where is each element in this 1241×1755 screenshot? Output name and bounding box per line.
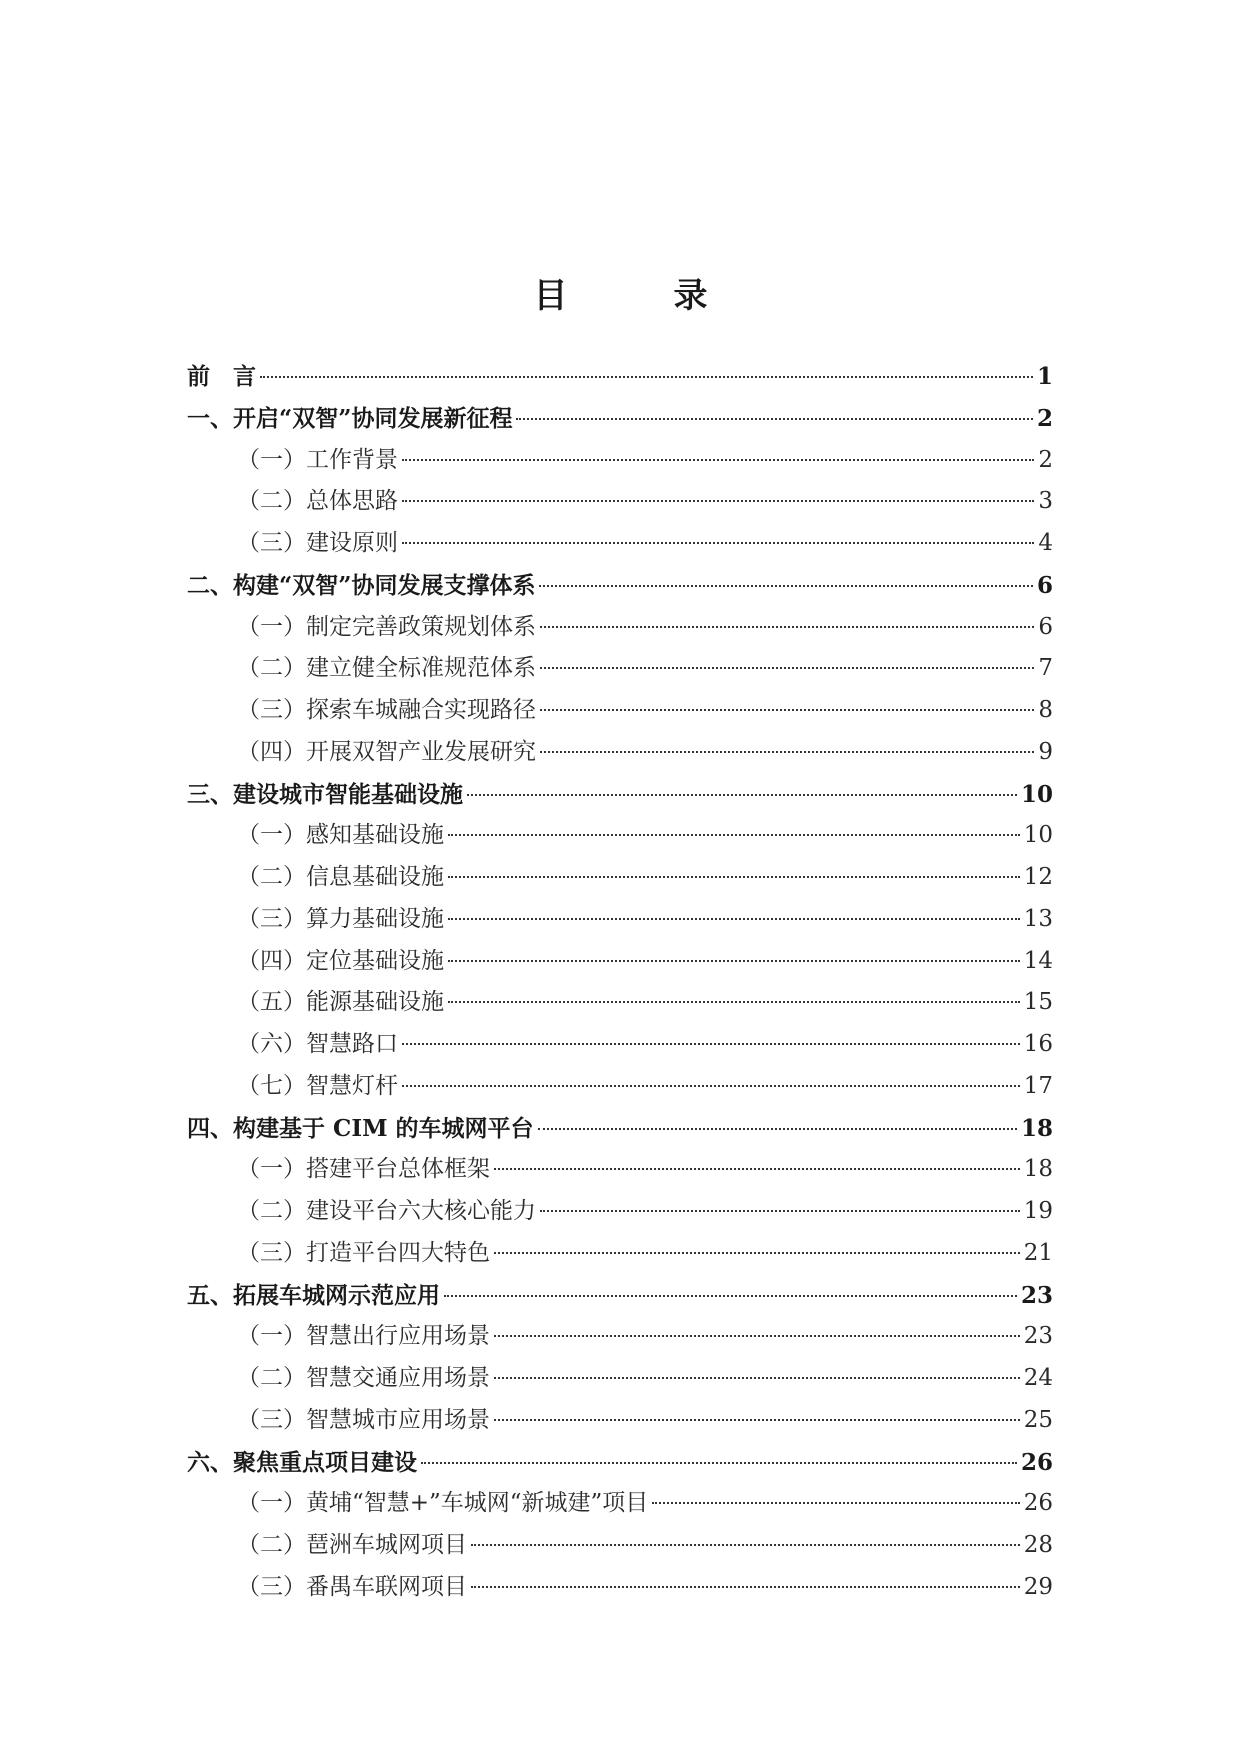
toc-entry-label: （一）智慧出行应用场景 bbox=[237, 1323, 490, 1350]
toc-entry-page-number: 26 bbox=[1020, 1448, 1053, 1476]
toc-dot-leader bbox=[402, 459, 1034, 461]
toc-entry-page-number: 10 bbox=[1020, 780, 1053, 808]
toc-entry-label: 前 言 bbox=[187, 363, 256, 390]
table-of-contents bbox=[187, 356, 1053, 1609]
toc-dot-leader bbox=[471, 1544, 1020, 1546]
toc-entry-page-number: 19 bbox=[1023, 1198, 1053, 1224]
toc-dot-leader bbox=[421, 1462, 1017, 1464]
toc-section-entry[interactable] bbox=[187, 899, 1053, 941]
toc-entry-label: （一）搭建平台总体框架 bbox=[237, 1156, 490, 1183]
toc-dot-leader bbox=[539, 585, 1033, 587]
toc-entry-label: （三）算力基础设施 bbox=[237, 905, 444, 932]
toc-entry-page-number: 1 bbox=[1036, 363, 1053, 390]
page-title: 目 录 bbox=[533, 276, 744, 316]
toc-entry-page-number: 10 bbox=[1023, 822, 1053, 849]
toc-entry-label: （一）感知基础设施 bbox=[237, 822, 444, 849]
toc-entry-page-number: 6 bbox=[1036, 571, 1053, 599]
toc-entry-label: （三）建设原则 bbox=[237, 530, 398, 556]
toc-entry-page-number: 4 bbox=[1038, 530, 1053, 556]
toc-dot-leader bbox=[448, 960, 1020, 962]
toc-dot-leader bbox=[402, 1043, 1020, 1045]
toc-section-entry[interactable] bbox=[187, 982, 1053, 1024]
toc-entry-label: （四）开展双智产业发展研究 bbox=[237, 738, 536, 765]
toc-section-entry[interactable] bbox=[187, 1316, 1053, 1358]
toc-entry-page-number: 23 bbox=[1023, 1323, 1053, 1350]
toc-section-entry[interactable] bbox=[187, 1233, 1053, 1275]
toc-section-entry[interactable] bbox=[187, 690, 1053, 732]
toc-entry-page-number: 24 bbox=[1023, 1365, 1053, 1391]
toc-section-entry[interactable] bbox=[187, 648, 1053, 690]
toc-entry-page-number: 12 bbox=[1023, 864, 1053, 890]
toc-entry-label: （三）探索车城融合实现路径 bbox=[237, 697, 536, 723]
toc-dot-leader bbox=[540, 626, 1034, 628]
toc-entry-page-number: 28 bbox=[1023, 1532, 1053, 1558]
toc-entry-page-number: 2 bbox=[1038, 446, 1053, 473]
toc-entry-page-number: 25 bbox=[1023, 1406, 1053, 1433]
toc-dot-leader bbox=[260, 376, 1033, 378]
toc-entry-label: 四、构建基于 CIM 的车城网平台 bbox=[187, 1114, 534, 1142]
toc-entry-label: （三）打造平台四大特色 bbox=[237, 1239, 490, 1266]
toc-entry-label: （三）番禺车联网项目 bbox=[237, 1573, 467, 1600]
toc-chapter-entry[interactable] bbox=[187, 565, 1053, 607]
toc-entry-page-number: 17 bbox=[1023, 1072, 1053, 1099]
toc-entry-page-number: 23 bbox=[1020, 1281, 1053, 1309]
toc-section-entry[interactable] bbox=[187, 1066, 1053, 1108]
toc-section-entry[interactable] bbox=[187, 1567, 1053, 1609]
toc-entry-page-number: 6 bbox=[1038, 613, 1053, 640]
toc-entry-page-number: 29 bbox=[1023, 1573, 1053, 1600]
toc-dot-leader bbox=[538, 1128, 1017, 1130]
toc-section-entry[interactable] bbox=[187, 440, 1053, 482]
toc-section-entry[interactable] bbox=[187, 1191, 1053, 1233]
toc-entry-label: 二、构建“双智”协同发展支撑体系 bbox=[187, 571, 536, 599]
toc-chapter-entry[interactable] bbox=[187, 398, 1053, 440]
toc-entry-label: （三）智慧城市应用场景 bbox=[237, 1406, 490, 1433]
toc-dot-leader bbox=[402, 542, 1034, 544]
toc-entry-label: （七）智慧灯杆 bbox=[237, 1072, 398, 1099]
toc-entry-label: （六）智慧路口 bbox=[237, 1031, 398, 1057]
toc-dot-leader bbox=[540, 1210, 1020, 1212]
toc-dot-leader bbox=[516, 418, 1033, 420]
toc-chapter-entry[interactable] bbox=[187, 356, 1053, 398]
toc-entry-page-number: 18 bbox=[1020, 1114, 1053, 1142]
toc-section-entry[interactable] bbox=[187, 1358, 1053, 1400]
toc-entry-label: （四）定位基础设施 bbox=[237, 947, 444, 974]
toc-entry-label: 三、建设城市智能基础设施 bbox=[187, 780, 463, 808]
toc-chapter-entry[interactable] bbox=[187, 1108, 1053, 1150]
toc-section-entry[interactable] bbox=[187, 1149, 1053, 1191]
toc-chapter-entry[interactable] bbox=[187, 774, 1053, 816]
toc-dot-leader bbox=[652, 1502, 1019, 1504]
toc-entry-label: 五、拓展车城网示范应用 bbox=[187, 1281, 440, 1309]
toc-section-entry[interactable] bbox=[187, 607, 1053, 649]
toc-chapter-entry[interactable] bbox=[187, 1442, 1053, 1484]
toc-dot-leader bbox=[467, 794, 1017, 796]
toc-entry-label: （二）智慧交通应用场景 bbox=[237, 1365, 490, 1391]
toc-entry-page-number: 26 bbox=[1023, 1490, 1053, 1517]
toc-entry-label: （二）琶洲车城网项目 bbox=[237, 1532, 467, 1558]
toc-entry-page-number: 2 bbox=[1036, 404, 1053, 432]
toc-entry-page-number: 15 bbox=[1023, 989, 1053, 1016]
toc-entry-page-number: 16 bbox=[1023, 1031, 1053, 1057]
toc-entry-label: （一）黄埔“智慧+”车城网“新城建”项目 bbox=[237, 1490, 649, 1517]
toc-dot-leader bbox=[448, 834, 1020, 836]
toc-entry-label: 六、聚焦重点项目建设 bbox=[187, 1448, 417, 1476]
toc-dot-leader bbox=[402, 500, 1034, 502]
toc-entry-page-number: 18 bbox=[1023, 1156, 1053, 1183]
toc-section-entry[interactable] bbox=[187, 732, 1053, 774]
toc-section-entry[interactable] bbox=[187, 481, 1053, 523]
toc-dot-leader bbox=[494, 1168, 1020, 1170]
toc-entry-label: （二）建设平台六大核心能力 bbox=[237, 1198, 536, 1224]
toc-dot-leader bbox=[540, 709, 1034, 711]
toc-entry-label: （一）制定完善政策规划体系 bbox=[237, 613, 536, 640]
toc-entry-page-number: 7 bbox=[1038, 655, 1053, 682]
toc-entry-label: （一）工作背景 bbox=[237, 446, 398, 473]
toc-section-entry[interactable] bbox=[187, 815, 1053, 857]
toc-entry-label: 一、开启“双智”协同发展新征程 bbox=[187, 404, 513, 432]
toc-section-entry[interactable] bbox=[187, 1525, 1053, 1567]
toc-dot-leader bbox=[494, 1335, 1020, 1337]
toc-dot-leader bbox=[402, 1085, 1020, 1087]
toc-dot-leader bbox=[448, 918, 1020, 920]
toc-entry-page-number: 3 bbox=[1038, 488, 1053, 515]
toc-entry-label: （二）总体思路 bbox=[237, 488, 398, 515]
toc-entry-page-number: 9 bbox=[1038, 738, 1053, 765]
toc-entry-page-number: 21 bbox=[1023, 1239, 1053, 1266]
toc-dot-leader bbox=[448, 876, 1020, 878]
toc-dot-leader bbox=[540, 751, 1034, 753]
toc-chapter-entry[interactable] bbox=[187, 1275, 1053, 1317]
toc-dot-leader bbox=[448, 1001, 1020, 1003]
toc-entry-page-number: 8 bbox=[1038, 697, 1053, 723]
toc-dot-leader bbox=[471, 1586, 1020, 1588]
toc-section-entry[interactable] bbox=[187, 1483, 1053, 1525]
toc-dot-leader bbox=[494, 1419, 1020, 1421]
toc-section-entry[interactable] bbox=[187, 857, 1053, 899]
toc-entry-label: （二）信息基础设施 bbox=[237, 864, 444, 890]
toc-entry-page-number: 14 bbox=[1023, 947, 1053, 974]
toc-dot-leader bbox=[494, 1252, 1020, 1254]
toc-section-entry[interactable] bbox=[187, 1024, 1053, 1066]
toc-section-entry[interactable] bbox=[187, 1400, 1053, 1442]
toc-entry-label: （二）建立健全标准规范体系 bbox=[237, 655, 536, 682]
toc-entry-page-number: 13 bbox=[1023, 905, 1053, 932]
toc-section-entry[interactable] bbox=[187, 941, 1053, 983]
toc-section-entry[interactable] bbox=[187, 523, 1053, 565]
toc-dot-leader bbox=[444, 1295, 1017, 1297]
toc-dot-leader bbox=[494, 1377, 1020, 1379]
toc-entry-label: （五）能源基础设施 bbox=[237, 989, 444, 1016]
toc-dot-leader bbox=[540, 667, 1034, 669]
